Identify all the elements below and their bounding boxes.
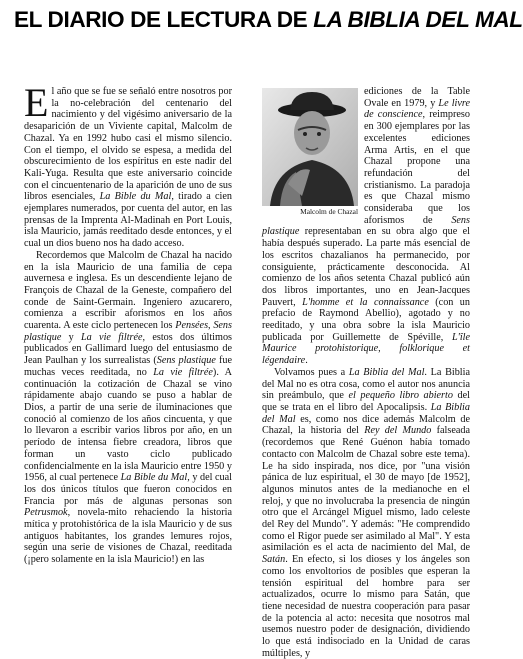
book-title: Sens plastique xyxy=(24,320,232,343)
emphasis: Rey del Mundo xyxy=(364,425,432,437)
right-column xyxy=(262,86,471,659)
portrait-photo-icon xyxy=(262,88,358,206)
text-run: . La Biblia del Mal no es otra cosa, como el autor nos anuncia sin preámbulo, que xyxy=(262,366,470,402)
book-title: La Biblia del Mal xyxy=(262,401,470,425)
left-paragraph-1 xyxy=(24,80,232,250)
text-run: , estos dos últimos publicados en Gallimard luego del entusiasmo de Jean Paulhan y los surrealistas ( xyxy=(24,331,232,367)
book-title: Sens plastique xyxy=(156,355,216,367)
book-title: La Bible du Mal xyxy=(120,472,188,484)
emphasis: el pequeño libro abierto xyxy=(348,390,453,402)
book-title: Petrusmok xyxy=(24,507,68,519)
text-run: , xyxy=(208,320,214,332)
photo-block xyxy=(262,88,358,216)
book-title: La Biblia del Mal xyxy=(348,366,425,378)
text-run: es, como nos dice además Malcolm de Chazal, la historia del xyxy=(262,413,471,437)
text-run: Recordemos que Malcolm de Chazal ha nacido en la isla Mauricio de una familia de cepa auvernesa e inglesa. Es un descendiente lejano de François de Chazal de la Geneste, compañero del conde de Saint-Germain. Ingeniero azucarero, comienza a escribir aforismos en los años cuarenta. A este ciclo pertenecen los xyxy=(24,249,232,332)
emphasis: Satán xyxy=(262,554,286,566)
book-title: Pensées xyxy=(175,320,209,332)
text-run: (con un prefacio de Raymond Abellio), agotado y no reeditado, y una obra sobre la isla Mauricio publicada por Guillemette de Spéville, xyxy=(262,296,470,343)
text-run: . xyxy=(305,355,308,367)
text-run: ediciones de la Table Ovale en 1979, y xyxy=(364,86,470,109)
text-run: representaban en su obra algo que el había después superado. La parte más esencial de los escritos chazalianos ha permanecido, por consiguiente, prácticamente desconocida. Al comienzo de los años setenta Chazal publicó aún dos libros importantes, uno en Jean-Jacques Pauvert, xyxy=(262,226,470,308)
text-run: , y del cual los dos únicos títulos que fueron conocidos en Francia por más de algunas personas son xyxy=(24,472,233,507)
photo-caption: Malcolm de Chazal xyxy=(300,207,358,216)
text-run: del que se trata en el libro del Apocalipsis. xyxy=(262,390,470,413)
book-title: Sens plastique xyxy=(262,214,470,238)
right-paragraph-2 xyxy=(262,367,470,659)
book-title: La Bible du Mal xyxy=(99,191,172,203)
left-paragraph-2 xyxy=(24,250,232,566)
text-run: Volvamos pues a xyxy=(274,366,349,378)
book-title: L'homme et la connaissance xyxy=(302,296,429,308)
book-title: La vie filtrée xyxy=(81,331,143,343)
book-title: L'île Maurice protohistorique, folklorique et légendaire xyxy=(262,331,470,367)
book-title: Le livre de conscience xyxy=(364,97,470,121)
book-title: La vie filtrée xyxy=(153,366,213,378)
text-run: ). A continuación la cotización de Chazal se vino rápidamente abajo cuando se puso a hablar de Dios, a partir de una serie de iluminaciones que conoció al comienzo de los años cincuenta, y que lo llevaron a escribir varios libros por año, en un período de intensa fiebre creadora, libros que forman un vasto ciclo publicado confidencialmente en la isla Mauricio entre 1950 y 1956, al cual pertenece xyxy=(24,366,233,484)
drop-cap: E xyxy=(24,80,49,125)
text-run: , tirado a cien ejemplares numerados, por cuenta del autor, en las prensas de la Imprenta Al-Madinah en Port Louis, isla Mauricio, jamás reeditado desde entonces, y el cual un dios bueno nos ha dado acceso. xyxy=(24,191,232,250)
left-column xyxy=(24,80,233,596)
text-run: , novela-mito rehaciendo la historia mítica y protohistórica de la isla Mauricio y de sus antiguos habitantes, los grandes lemures rojos, según una serie de visiones de Chazal, reeditada (¡pero solamente en la isla Mauricio!) en las xyxy=(24,507,232,566)
text-run: y xyxy=(61,331,82,343)
text-run: . En efecto, si los dioses y los ángeles son como los envoltorios de posibles que esperan la tensión espiritual del hombre para ser actualizados, ocurre lo mismo para Satán, que tiene necesidad de nuestra cooperación para pasar de la potencia al acto: necesita que nosotros mal usemos nuestro poder de designación, dividiendo lo que está indisociado en la Unidad de caras múltiples, y xyxy=(262,554,470,659)
text-run: l año que se fue se señaló entre nosotros por la no-celebración del centenario del nacimiento y del vigésimo aniversario de la desaparición de un Viviente capital, Malcolm de Chazal. Ya en 1992 hubo casi el mismo silencio. Con el tiempo, el olvido se espesa, a medida del obscurecimiento de los espíritus en este nadir del Kali-Yuga. Resulta que este aniversario coincide con el cincuentenario de la aparición de uno de sus libros esenciales, xyxy=(24,86,232,203)
headline-lead: EL DIARIO DE LECTURA DE xyxy=(14,7,314,32)
text-run: fue muchas veces reeditada, no xyxy=(24,355,232,378)
headline xyxy=(14,6,523,34)
text-run: falseada (recordemos que René Guénon había tomado contacto con Malcolm de Chazal sobre este tema). Le ha sido inspirada, nos dice, por "una visión pánica de luz espiritual, el 30 de mayo [de 1952], algunos minutos antes de la medianoche en el reloj, y que no involucraba la presencia de ningún otro que el Arcángel Miguel mismo, lado celeste del Rey del Mundo". Y además: "He comprendido como el Rigor puede ser asimilado al Mal". Y esta asimilación es el acta de nacimiento del Mal, de xyxy=(262,425,470,554)
text-run: , reimpreso en 300 ejemplares por las excelentes ediciones Arma Artis, en el que Chazal propone una refundación del cristianismo. La paradoja es que Chazal mismo consideraba que los aforismos de xyxy=(364,109,470,226)
headline-title: LA BIBLIA DEL MAL xyxy=(313,7,523,32)
